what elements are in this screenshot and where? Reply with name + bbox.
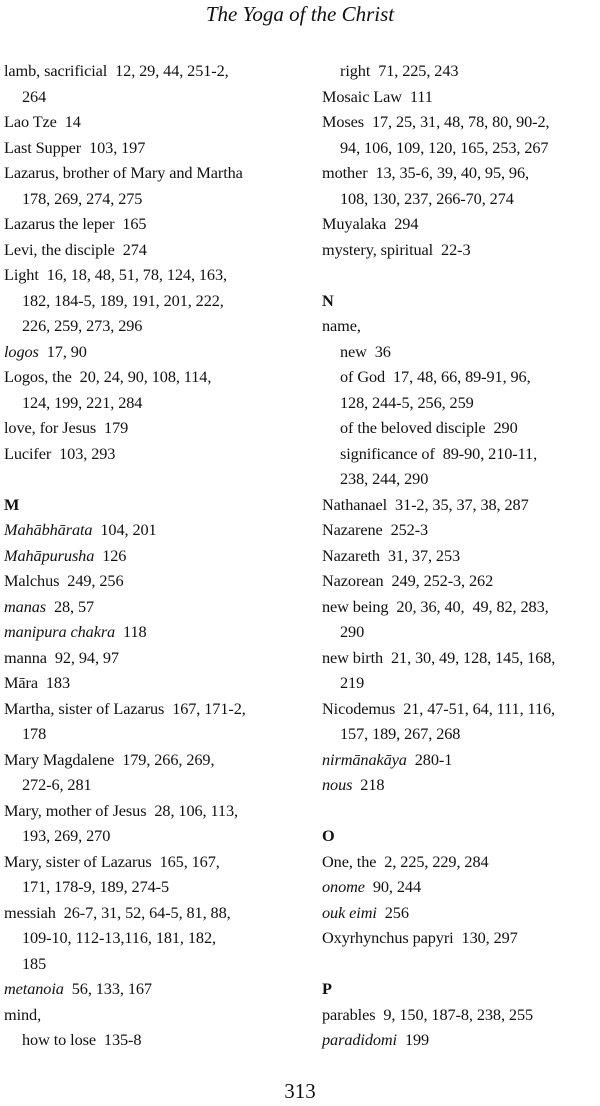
index-entry: 124, 199, 221, 284 xyxy=(22,392,143,412)
index-entry xyxy=(322,874,598,900)
index-term: manipura chakra xyxy=(4,622,116,641)
index-column-left xyxy=(4,58,289,1053)
page-number: 313 xyxy=(284,1079,316,1103)
index-entry: Mary, mother of Jesus 28, 106, 113, xyxy=(4,800,238,820)
index-term: metanoia xyxy=(4,979,64,998)
index-entry: Māra 183 xyxy=(4,673,71,692)
index-term: logos xyxy=(4,341,39,361)
index-entry: Lao Tze 14 xyxy=(4,112,81,131)
section-gap xyxy=(322,951,598,977)
index-term: Mahābhārata xyxy=(4,520,93,539)
index-entry: mother 13, 35-6, 39, 40, 95, 96, xyxy=(322,163,529,182)
index-entry: right 71, 225, 243 xyxy=(340,61,459,80)
index-pages: 118 xyxy=(115,622,147,641)
index-entry: Malchus 249, 256 xyxy=(4,571,124,590)
index-entry: 290 xyxy=(340,622,365,641)
index-entry: Nazareth 31, 37, 253 xyxy=(322,545,461,565)
section-gap xyxy=(4,466,289,492)
index-entry xyxy=(4,594,289,620)
index-entry xyxy=(322,1027,598,1053)
index-term: ouk eimi xyxy=(322,902,377,922)
index-entry xyxy=(322,772,598,798)
index-entry: 157, 189, 267, 268 xyxy=(340,724,461,743)
index-entry: 272-6, 281 xyxy=(22,775,92,794)
index-pages: 17, 90 xyxy=(38,341,87,361)
index-term: nous xyxy=(322,775,353,794)
index-entry: of God 17, 48, 66, 89-91, 96, xyxy=(340,367,531,386)
section-letter-heading: M xyxy=(4,494,20,514)
index-entry: Muyalaka 294 xyxy=(322,214,419,233)
index-entry: how to lose 135-8 xyxy=(22,1030,142,1049)
index-pages: 28, 57 xyxy=(46,596,95,616)
index-entry: 108, 130, 237, 266-70, 274 xyxy=(340,188,514,208)
index-column-right xyxy=(322,58,598,1053)
index-entry: 128, 244-5, 256, 259 xyxy=(340,392,474,412)
index-pages: 56, 133, 167 xyxy=(63,979,152,998)
index-entry: 226, 259, 273, 296 xyxy=(22,316,143,335)
index-entry: new birth 21, 30, 49, 128, 145, 168, xyxy=(322,647,556,667)
index-entry: 178 xyxy=(22,724,47,743)
index-entry xyxy=(4,619,289,645)
index-term: paradidomi xyxy=(322,1030,397,1049)
index-term: Mahāpurusha xyxy=(4,545,95,565)
index-entry: mind, xyxy=(4,1004,42,1024)
index-pages: 218 xyxy=(352,775,385,794)
index-entry: name, xyxy=(322,316,361,335)
index-entry: Mary Magdalene 179, 266, 269, xyxy=(4,749,215,769)
index-entry xyxy=(322,747,598,773)
index-entry: significance of 89-90, 210-11, xyxy=(340,443,538,463)
index-entry xyxy=(4,543,289,569)
index-entry: love, for Jesus 179 xyxy=(4,418,129,437)
index-term: onome xyxy=(322,877,365,896)
index-entry: Lucifer 103, 293 xyxy=(4,443,116,463)
index-entry: One, the 2, 225, 229, 284 xyxy=(322,851,489,871)
index-entry: Last Supper 103, 197 xyxy=(4,137,146,157)
index-entry: Martha, sister of Lazarus 167, 171-2, xyxy=(4,698,246,718)
index-entry: Lazarus, brother of Mary and Martha xyxy=(4,163,243,182)
index-entry: Levi, the disciple 274 xyxy=(4,239,147,259)
index-entry xyxy=(4,517,289,543)
section-letter-heading: P xyxy=(322,979,332,998)
index-entry xyxy=(4,976,289,1002)
index-entry: Nicodemus 21, 47-51, 64, 111, 116, xyxy=(322,698,556,718)
index-entry: Mosaic Law 111 xyxy=(322,86,433,106)
index-entry: 219 xyxy=(340,673,365,692)
index-entry: lamb, sacrificial 12, 29, 44, 251-2, xyxy=(4,61,229,80)
index-pages: 280-1 xyxy=(406,749,453,769)
index-pages: 199 xyxy=(397,1030,430,1049)
section-gap xyxy=(322,798,598,824)
index-entry: Nazorean 249, 252-3, 262 xyxy=(322,571,494,590)
index-entry xyxy=(4,339,289,365)
index-entry: messiah 26-7, 31, 52, 64-5, 81, 88, xyxy=(4,902,231,922)
index-entry: Nathanael 31-2, 35, 37, 38, 287 xyxy=(322,494,529,514)
index-entry: of the beloved disciple 290 xyxy=(340,418,518,437)
index-pages: 256 xyxy=(376,902,409,922)
index-entry xyxy=(322,900,598,926)
index-entry: Lazarus the leper 165 xyxy=(4,214,147,233)
index-entry: 185 xyxy=(22,953,47,973)
index-entry: 109-10, 112-13,116, 181, 182, xyxy=(22,928,216,947)
index-entry: Mary, sister of Lazarus 165, 167, xyxy=(4,851,220,871)
index-entry: 94, 106, 109, 120, 165, 253, 267 xyxy=(340,137,549,157)
index-entry: mystery, spiritual 22-3 xyxy=(322,239,471,259)
section-letter-heading: O xyxy=(322,826,335,845)
index-entry: Moses 17, 25, 31, 48, 78, 80, 90-2, xyxy=(322,112,550,131)
section-letter-heading: N xyxy=(322,290,334,310)
index-term: nirmānakāya xyxy=(322,749,407,769)
index-entry: Oxyrhynchus papyri 130, 297 xyxy=(322,928,518,947)
index-entry: Nazarene 252-3 xyxy=(322,520,429,539)
running-head: The Yoga of the Christ xyxy=(205,2,395,26)
index-pages: 126 xyxy=(94,545,127,565)
index-entry: Logos, the 20, 24, 90, 108, 114, xyxy=(4,367,212,386)
index-entry: 171, 178-9, 189, 274-5 xyxy=(22,877,170,896)
index-entry: parables 9, 150, 187-8, 238, 255 xyxy=(322,1004,534,1024)
index-pages: 104, 201 xyxy=(92,520,157,539)
index-entry: new being 20, 36, 40, 49, 82, 283, xyxy=(322,596,549,616)
index-entry: Light 16, 18, 48, 51, 78, 124, 163, xyxy=(4,265,227,284)
index-entry: new 36 xyxy=(340,341,391,361)
index-pages: 90, 244 xyxy=(364,877,421,896)
index-entry: 182, 184-5, 189, 191, 201, 222, xyxy=(22,290,224,310)
index-entry: 264 xyxy=(22,86,47,106)
index-entry: 193, 269, 270 xyxy=(22,826,111,845)
index-entry: manna 92, 94, 97 xyxy=(4,647,119,667)
index-entry: 238, 244, 290 xyxy=(340,469,429,488)
index-term: manas xyxy=(4,596,47,616)
section-gap xyxy=(322,262,598,288)
index-entry: 178, 269, 274, 275 xyxy=(22,188,143,208)
